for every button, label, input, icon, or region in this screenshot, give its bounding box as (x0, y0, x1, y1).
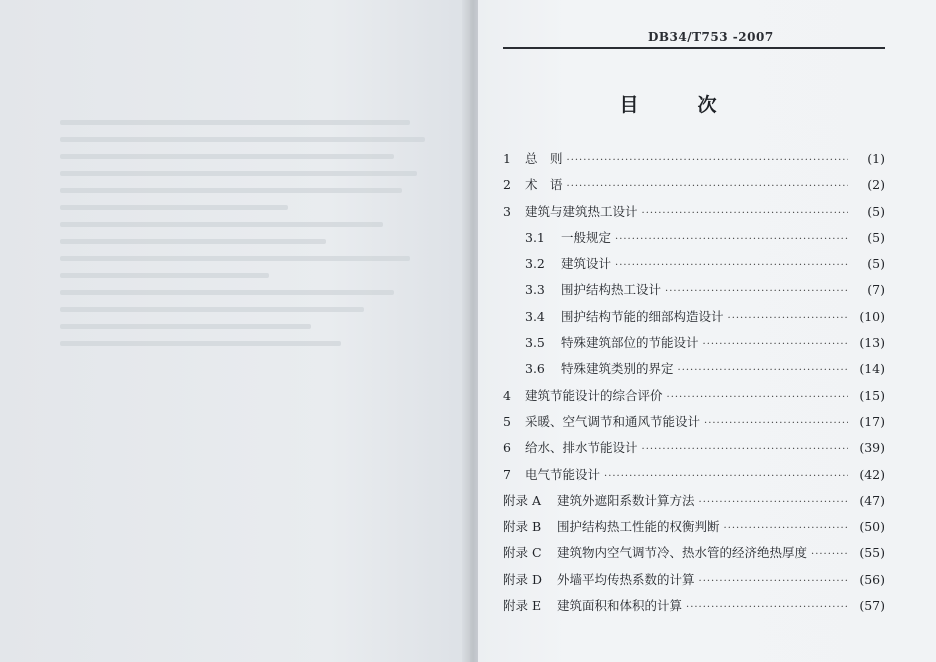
page-title: 目 次 (619, 94, 737, 116)
right-page (478, 0, 936, 662)
toc-entry-number: 2 (503, 177, 511, 193)
toc-leader-dots (678, 365, 848, 376)
toc-entry-title: 围护结构热工设计 (561, 282, 662, 298)
toc-entry (503, 254, 885, 280)
toc-leader-dots (567, 155, 848, 166)
toc-entry-number: 3.3 (525, 282, 545, 298)
toc-entry-page: (2) (867, 177, 885, 193)
toc-leader-dots (642, 444, 848, 455)
table-of-contents (503, 149, 885, 622)
toc-entry-title: 采暖、空气调节和通风节能设计 (525, 413, 701, 429)
toc-entry-title: 建筑外遮阳系数计算方法 (557, 492, 695, 508)
toc-entry-page: (15) (859, 387, 885, 403)
toc-entry-title: 给水、排水节能设计 (525, 440, 638, 456)
bleed-through-text (60, 120, 440, 358)
toc-entry-title: 一般规定 (561, 229, 612, 245)
toc-leader-dots (699, 497, 848, 508)
toc-entry (503, 333, 885, 359)
toc-entry-number: 1 (503, 151, 511, 166)
toc-entry-number: 3.2 (525, 256, 545, 272)
toc-entry-page: (5) (867, 203, 885, 219)
toc-entry-page: (7) (867, 282, 885, 298)
toc-entry-number: 7 (503, 466, 511, 482)
toc-leader-dots (728, 313, 848, 324)
toc-entry (503, 307, 885, 333)
toc-entry (503, 596, 885, 622)
toc-entry-title: 外墙平均传热系数的计算 (557, 571, 695, 587)
toc-entry-number: 附录 D (503, 571, 542, 587)
toc-leader-dots (567, 181, 848, 192)
toc-entry-number: 附录 E (503, 598, 542, 614)
standard-code-header: DB34/T753 -2007 (648, 30, 774, 44)
toc-entry-page: (56) (859, 571, 885, 587)
toc-entry-number: 3.6 (525, 361, 545, 377)
toc-entry-number: 4 (503, 387, 511, 403)
toc-entry-page: (14) (859, 361, 885, 377)
toc-entry (503, 412, 885, 438)
toc-entry-title: 特殊建筑部位的节能设计 (561, 335, 699, 351)
toc-entry-title: 电气节能设计 (525, 466, 601, 482)
toc-leader-dots (615, 234, 848, 245)
toc-entry-title: 建筑节能设计的综合评价 (525, 387, 663, 403)
toc-entry-number: 6 (503, 440, 511, 456)
toc-entry (503, 175, 885, 201)
toc-entry (503, 280, 885, 306)
toc-entry-page: (39) (859, 440, 885, 456)
toc-entry (503, 543, 885, 569)
toc-entry (503, 386, 885, 412)
toc-entry (503, 202, 885, 228)
toc-entry-title: 总 则 (525, 151, 563, 166)
header-rule (503, 47, 885, 49)
toc-entry-number: 附录 C (503, 545, 542, 561)
toc-leader-dots (665, 286, 848, 297)
toc-entry-page: (50) (859, 519, 885, 535)
toc-entry-page: (57) (859, 598, 885, 614)
toc-entry (503, 149, 885, 175)
toc-leader-dots (703, 339, 848, 350)
toc-entry-page: (42) (859, 466, 885, 482)
toc-entry (503, 491, 885, 517)
toc-entry-page: (13) (859, 335, 885, 351)
toc-entry-title: 围护结构热工性能的权衡判断 (557, 519, 720, 535)
toc-entry-page: (47) (859, 492, 885, 508)
toc-leader-dots (699, 576, 848, 587)
toc-entry-number: 3.5 (525, 335, 545, 351)
toc-entry-page: (5) (867, 256, 885, 272)
toc-entry (503, 517, 885, 543)
toc-entry-number: 附录 B (503, 519, 542, 535)
toc-leader-dots (615, 260, 848, 271)
toc-entry (503, 570, 885, 596)
toc-entry-title: 建筑与建筑热工设计 (525, 203, 638, 219)
toc-entry-title: 建筑物内空气调节冷、热水管的经济绝热厚度 (557, 545, 808, 561)
toc-entry-title: 建筑面积和体积的计算 (557, 598, 683, 614)
toc-entry-page: (10) (859, 308, 885, 324)
toc-entry-number: 3.1 (525, 229, 545, 245)
toc-entry-title: 术 语 (525, 177, 563, 193)
toc-entry-title: 建筑设计 (561, 256, 612, 272)
toc-entry-number: 5 (503, 413, 511, 429)
toc-leader-dots (704, 418, 848, 429)
toc-entry-number: 3.4 (525, 308, 545, 324)
toc-leader-dots (667, 392, 848, 403)
toc-entry (503, 465, 885, 491)
toc-leader-dots (724, 523, 848, 534)
toc-entry-title: 特殊建筑类别的界定 (561, 361, 674, 377)
toc-leader-dots (642, 208, 848, 219)
toc-entry (503, 359, 885, 385)
toc-entry-page: (17) (859, 413, 885, 429)
toc-entry-page: (5) (867, 229, 885, 245)
toc-leader-dots (811, 549, 848, 560)
toc-entry (503, 228, 885, 254)
toc-entry-title: 围护结构节能的细部构造设计 (561, 308, 724, 324)
toc-entry-number: 附录 A (503, 492, 542, 508)
toc-entry-page: (1) (867, 151, 885, 166)
toc-entry (503, 438, 885, 464)
toc-entry-number: 3 (503, 203, 511, 219)
toc-entry-page: (55) (859, 545, 885, 561)
toc-leader-dots (686, 602, 848, 613)
toc-leader-dots (604, 471, 848, 482)
